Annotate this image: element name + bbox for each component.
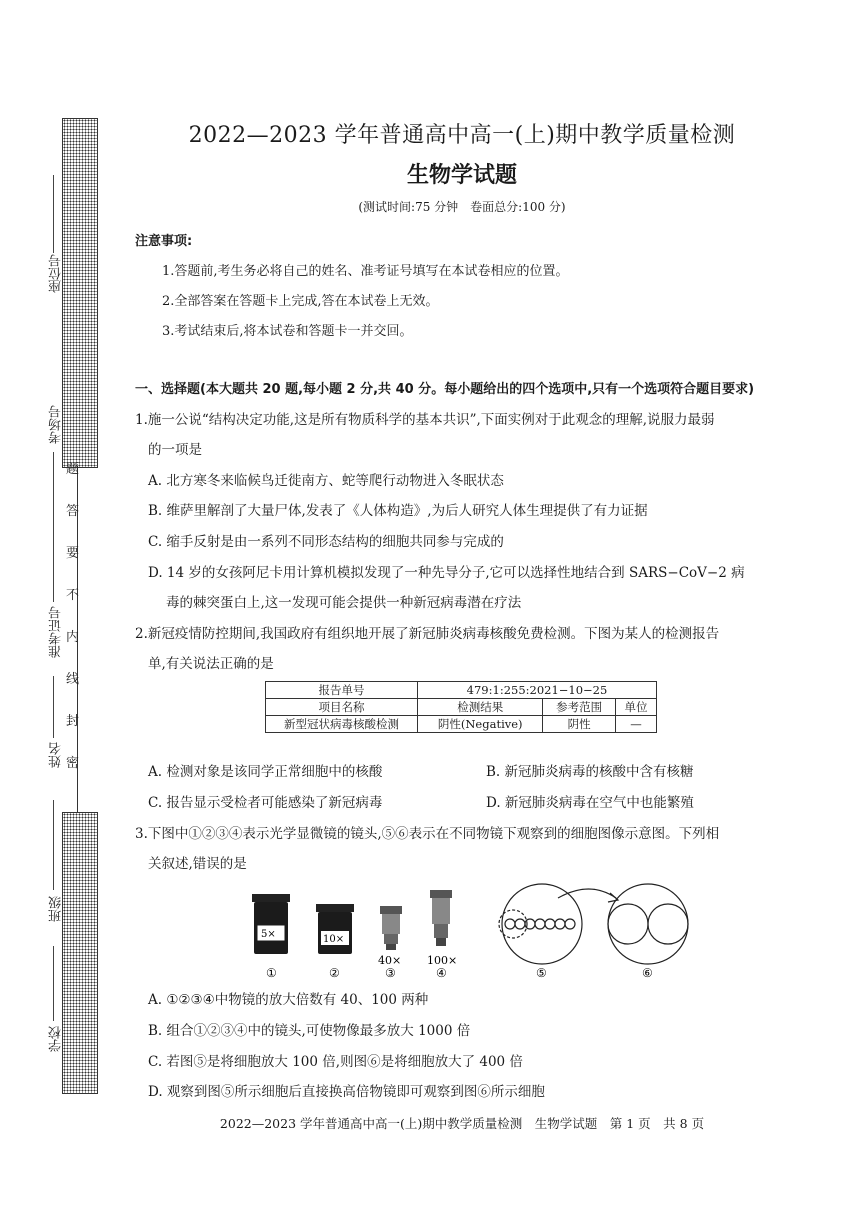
lens-label: 40× xyxy=(378,954,402,967)
q1-stem-cont: 的一项是 xyxy=(148,442,202,458)
report-header: 项目名称 xyxy=(266,699,418,716)
class-blank xyxy=(53,800,54,890)
class-label: 班级 xyxy=(49,896,64,922)
report-header: 参考范围 xyxy=(543,699,616,716)
q3-option-b: B. 组合①②③④中的镜头,可使物像最多放大 1000 倍 xyxy=(148,1023,471,1039)
q1-option-d: D. 14 岁的女孩阿尼卡用计算机模拟发现了一种先导分子,它可以选择性地结合到 SARS−CoV−2 病 xyxy=(148,565,745,581)
q1-option-a: A. 北方寒冬来临候鸟迁徙南方、蛇等爬行动物进入冬眠状态 xyxy=(148,473,504,489)
exam-meta: (测试时间:75 分钟 卷面总分:100 分) xyxy=(358,200,566,214)
page-footer: 2022—2023 学年普通高中高一(上)期中教学质量检测 生物学试题 第 1 页 共 8 页 xyxy=(219,1116,705,1131)
ticket-number-label: 准考证号 xyxy=(49,606,64,658)
q1-option-d-cont: 毒的棘突蛋白上,这一发现可能会提供一种新冠病毒潜在疗法 xyxy=(166,595,522,611)
q2-option-a: A. 检测对象是该同学正常细胞中的核酸 xyxy=(148,764,383,780)
report-cell: 阴性 xyxy=(543,716,616,733)
report-cell: 479:1:255:2021−10−25 xyxy=(418,682,657,699)
q3-stem: 3.下图中①②③④表示光学显微镜的镜头,⑤⑥表示在不同物镜下观察到的细胞图像示意图。下列相 xyxy=(135,826,720,842)
objective-40x xyxy=(380,906,402,950)
notice-item: 2.全部答案在答题卡上完成,答在本试卷上无效。 xyxy=(162,294,439,309)
figure-number: ② xyxy=(329,966,340,980)
microscope-figure-svg xyxy=(240,880,720,980)
name-label: 姓名 xyxy=(49,742,64,768)
q3-option-c: C. 若图⑤是将细胞放大 100 倍,则图⑥是将细胞放大了 400 倍 xyxy=(148,1054,523,1070)
q3-option-d: D. 观察到图⑤所示细胞后直接换高倍物镜即可观察到图⑥所示细胞 xyxy=(148,1084,545,1100)
q3-option-a: A. ①②③④中物镜的放大倍数有 40、100 两种 xyxy=(148,992,429,1008)
name-blank xyxy=(53,676,54,738)
cell-field-5 xyxy=(499,884,618,964)
notice-heading: 注意事项: xyxy=(135,234,193,249)
report-header: 检测结果 xyxy=(418,699,543,716)
eyepiece-5x xyxy=(252,894,290,954)
school-label: 学校 xyxy=(49,1026,64,1052)
test-report-table xyxy=(265,681,657,733)
ticket-number-blank xyxy=(53,452,54,602)
microscope-figure xyxy=(240,880,720,980)
q2-option-b: B. 新冠肺炎病毒的核酸中含有核糖 xyxy=(486,764,694,780)
binding-hatch-top xyxy=(62,118,98,468)
section-heading: 一、选择题(本大题共 20 题,每小题 2 分,共 40 分。每小题给出的四个选项中,只有一个选项符合题目要求) xyxy=(135,382,755,397)
binding-hatch-bottom xyxy=(62,812,98,1094)
seal-char: 要 xyxy=(66,546,80,561)
seal-char: 线 xyxy=(66,672,80,687)
subject-title: 生物学试题 xyxy=(406,163,517,188)
exam-room-label: 考场号 xyxy=(49,405,64,444)
lens-label: 10× xyxy=(323,934,345,945)
seal-char: 答 xyxy=(66,504,80,519)
seal-char: 题 xyxy=(66,462,80,477)
report-header: 单位 xyxy=(615,699,656,716)
cell-field-6 xyxy=(608,884,688,964)
report-cell: 新型冠状病毒核酸检测 xyxy=(266,716,418,733)
q1-option-c: C. 缩手反射是由一系列不同形态结构的细胞共同参与完成的 xyxy=(148,534,504,550)
seal-char: 密 xyxy=(66,756,80,771)
lens-label: 5× xyxy=(261,929,276,940)
q2-option-d: D. 新冠肺炎病毒在空气中也能繁殖 xyxy=(486,795,694,811)
q2-option-c: C. 报告显示受检者可能感染了新冠病毒 xyxy=(148,795,383,811)
figure-number: ⑤ xyxy=(536,966,547,980)
seat-number-label: 座位号 xyxy=(49,254,64,293)
figure-number: ⑥ xyxy=(642,966,653,980)
q1-option-b: B. 维萨里解剖了大量尸体,发表了《人体构造》,为后人研究人体生理提供了有力证据 xyxy=(148,503,648,519)
figure-number: ① xyxy=(266,966,277,980)
eyepiece-10x xyxy=(316,904,354,954)
seat-number-blank xyxy=(53,175,54,253)
notice-item: 1.答题前,考生务必将自己的姓名、准考证号填写在本试卷相应的位置。 xyxy=(162,264,569,279)
figure-number: ③ xyxy=(385,966,396,980)
binding-margin xyxy=(0,0,100,1216)
q1-stem: 1.施一公说“结构决定功能,这是所有物质科学的基本共识”,下面实例对于此观念的理解,说服力最弱 xyxy=(135,412,715,428)
report-cell: — xyxy=(615,716,656,733)
school-blank xyxy=(53,946,54,1021)
seal-char: 不 xyxy=(66,588,80,603)
q3-stem-cont: 关叙述,错误的是 xyxy=(148,856,247,872)
q2-stem-cont: 单,有关说法正确的是 xyxy=(148,656,274,672)
seal-char: 封 xyxy=(66,714,80,729)
q2-stem: 2.新冠疫情防控期间,我国政府有组织地开展了新冠肺炎病毒核酸免费检测。下图为某人的检测报告 xyxy=(135,626,720,642)
report-cell: 报告单号 xyxy=(266,682,418,699)
lens-label: 100× xyxy=(427,954,458,967)
exam-title: 2022—2023 学年普通高中高一(上)期中教学质量检测 xyxy=(188,123,736,148)
notice-item: 3.考试结束后,将本试卷和答题卡一并交回。 xyxy=(162,324,413,339)
seal-char: 内 xyxy=(66,630,80,645)
objective-100x xyxy=(430,890,452,946)
figure-number: ④ xyxy=(436,966,447,980)
report-cell: 阴性(Negative) xyxy=(418,716,543,733)
